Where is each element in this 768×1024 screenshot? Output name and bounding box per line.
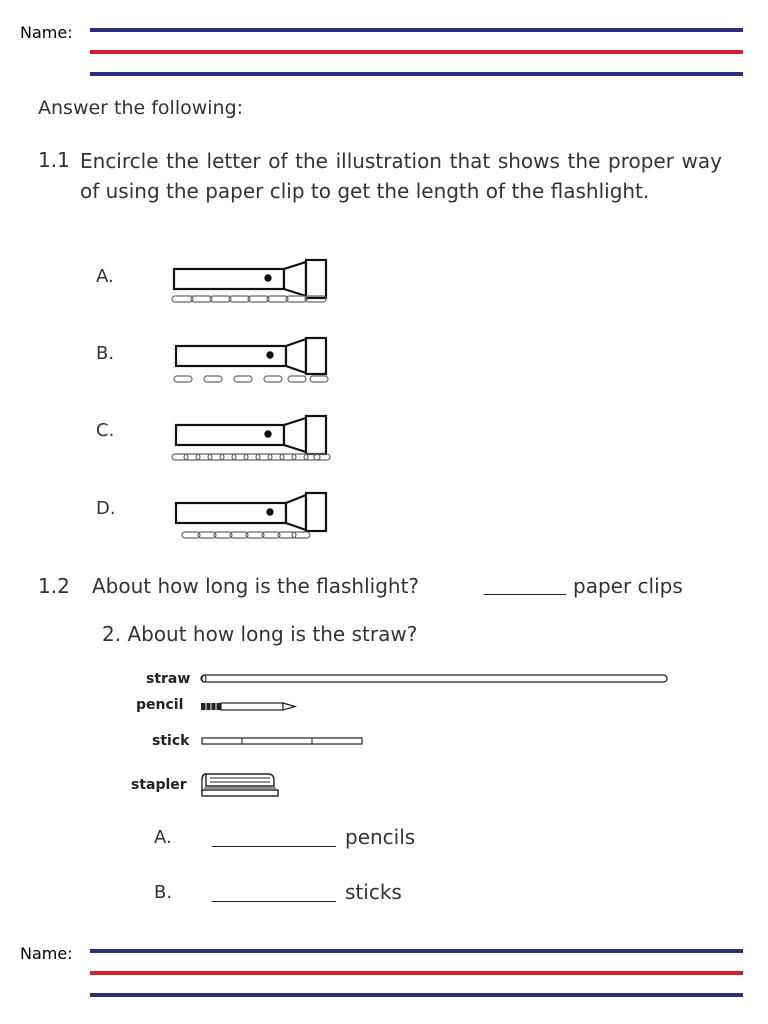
flashlight-icon bbox=[176, 493, 326, 531]
stick-label: stick bbox=[152, 733, 190, 749]
name-label: Name: bbox=[20, 23, 73, 42]
flashlight-icon bbox=[174, 260, 326, 298]
option-b-letter[interactable]: B. bbox=[96, 343, 115, 364]
pencil-label: pencil bbox=[136, 697, 184, 713]
answer-b-letter: B. bbox=[154, 882, 173, 903]
option-d-letter[interactable]: D. bbox=[96, 498, 116, 519]
answer-a-blank[interactable] bbox=[212, 846, 336, 847]
name-line-red bbox=[90, 50, 743, 54]
name-line-top-blue[interactable] bbox=[90, 28, 743, 32]
straw-label: straw bbox=[146, 671, 191, 687]
question-1-1-text: Encircle the letter of the illustration that shows the proper way of using the paper clip to get the length of the flashlight. bbox=[80, 149, 722, 203]
option-d-illustration[interactable] bbox=[170, 490, 335, 546]
answer-a-unit: pencils bbox=[345, 825, 416, 849]
option-a-illustration[interactable] bbox=[170, 258, 335, 308]
answer-a-letter: A. bbox=[154, 827, 172, 848]
paper-clip-icon bbox=[182, 532, 310, 538]
option-a-letter[interactable]: A. bbox=[96, 266, 114, 287]
question-1-2-text: About how long is the flashlight? bbox=[92, 574, 420, 598]
straw-icon bbox=[198, 672, 672, 686]
pencil-icon bbox=[198, 700, 302, 714]
footer-name-label: Name: bbox=[20, 944, 73, 963]
footer-name-line-bottom-blue bbox=[90, 993, 743, 997]
stapler-label: stapler bbox=[131, 777, 187, 793]
option-b-illustration[interactable] bbox=[170, 336, 335, 386]
question-1-2-answer-blank[interactable] bbox=[484, 594, 566, 595]
stick-icon bbox=[200, 735, 366, 749]
footer-name-line-top-blue[interactable] bbox=[90, 949, 743, 953]
question-1-2-number: 1.2 bbox=[38, 574, 70, 598]
answer-b-unit: sticks bbox=[345, 880, 402, 904]
question-1-2-unit: paper clips bbox=[573, 574, 683, 598]
option-c-illustration[interactable] bbox=[170, 414, 335, 466]
paper-clip-icon bbox=[172, 296, 326, 302]
footer-name-line-red bbox=[90, 971, 743, 975]
question-1-1-number: 1.1 bbox=[38, 148, 70, 172]
question-2-text: 2. About how long is the straw? bbox=[102, 622, 418, 646]
instructions-heading: Answer the following: bbox=[38, 97, 244, 119]
name-line-bottom-blue bbox=[90, 72, 743, 76]
paper-clip-icon bbox=[174, 376, 328, 382]
flashlight-icon bbox=[176, 416, 326, 454]
answer-b-blank[interactable] bbox=[212, 901, 336, 902]
stapler-icon bbox=[198, 766, 282, 802]
flashlight-icon bbox=[176, 338, 326, 374]
option-c-letter[interactable]: C. bbox=[96, 420, 115, 441]
